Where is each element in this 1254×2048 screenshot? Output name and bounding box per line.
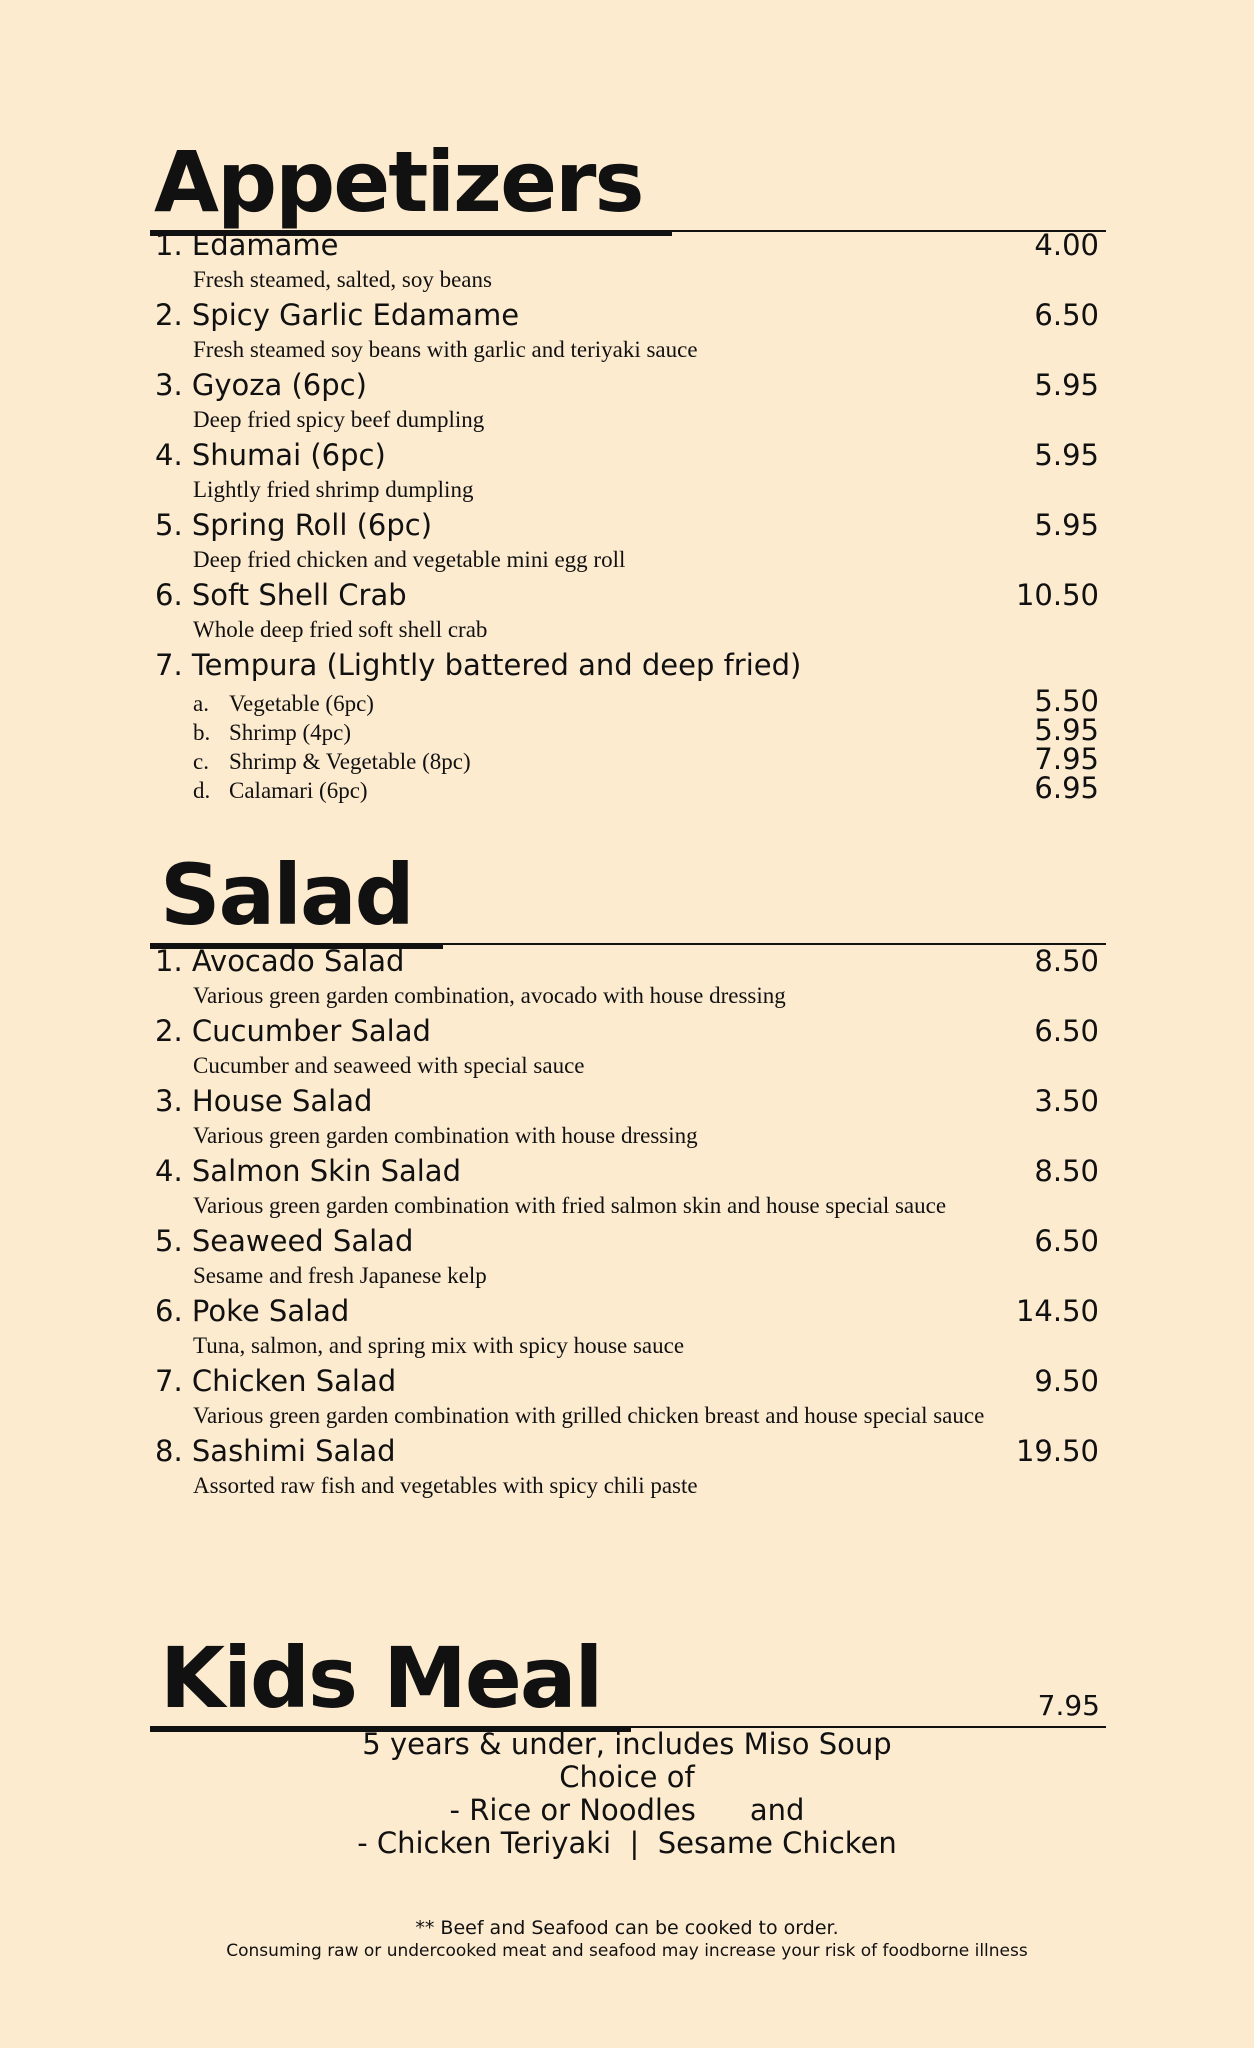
item-name: 8. Sashimi Salad xyxy=(155,1434,396,1468)
appetizers-title: Appetizers xyxy=(150,140,672,236)
item-name: 6. Poke Salad xyxy=(155,1294,350,1328)
item-name: 4. Shumai (6pc) xyxy=(155,438,386,472)
menu-item xyxy=(155,944,1101,1014)
item-description: Various green garden combination with house dressing xyxy=(193,1123,698,1148)
item-price: 10.50 xyxy=(1015,578,1099,612)
cooking-note: ** Beef and Seafood can be cooked to order. xyxy=(415,1917,839,1939)
menu-item xyxy=(155,1084,1101,1154)
item-name: 2. Cucumber Salad xyxy=(155,1014,431,1048)
kids-meal-title: Kids Meal xyxy=(150,1636,631,1732)
item-name: 7. Chicken Salad xyxy=(155,1364,397,1398)
kids-meal-line xyxy=(0,1794,1254,1827)
kids-choice-and: and xyxy=(749,1793,805,1827)
item-price: 6.50 xyxy=(1034,1014,1099,1048)
item-name: 7. Tempura (Lightly battered and deep fried) xyxy=(155,648,802,682)
menu-item xyxy=(155,508,1101,578)
appetizers-header xyxy=(150,133,1106,236)
kids-meal-line: 5 years & under, includes Miso Soup xyxy=(362,1727,892,1761)
item-price: 14.50 xyxy=(1015,1294,1099,1328)
option-label: Vegetable (6pc) xyxy=(229,691,374,716)
option-label: Shrimp & Vegetable (8pc) xyxy=(229,749,471,774)
menu-item xyxy=(155,1224,1101,1294)
menu-item xyxy=(155,368,1101,438)
item-description: Fresh steamed soy beans with garlic and teriyaki sauce xyxy=(193,337,698,362)
item-name: 4. Salmon Skin Salad xyxy=(155,1154,461,1188)
tempura-option xyxy=(193,684,1101,718)
option-price: 7.95 xyxy=(1034,742,1099,776)
item-price: 4.00 xyxy=(1034,228,1099,262)
option-price: 6.95 xyxy=(1034,771,1099,805)
item-price: 3.50 xyxy=(1034,1084,1099,1118)
menu-item xyxy=(155,1434,1101,1504)
option-letter: a. xyxy=(193,691,209,716)
kids-meal-details xyxy=(0,1728,1254,1860)
item-name: 6. Soft Shell Crab xyxy=(155,578,407,612)
item-name: 1. Avocado Salad xyxy=(155,944,405,978)
item-description: Various green garden combination with grilled chicken breast and house special sauce xyxy=(193,1403,985,1428)
kids-meal-header xyxy=(150,1629,1106,1732)
tempura-option xyxy=(193,742,1101,776)
kids-meal-line: Choice of xyxy=(559,1760,695,1794)
item-name: 5. Spring Roll (6pc) xyxy=(155,508,433,542)
kids-meal-line: - Chicken Teriyaki | Sesame Chicken xyxy=(357,1826,897,1860)
option-price: 5.50 xyxy=(1034,684,1099,718)
option-letter: b. xyxy=(193,720,211,745)
item-name: 5. Seaweed Salad xyxy=(155,1224,414,1258)
item-description: Fresh steamed, salted, soy beans xyxy=(193,267,492,292)
item-name: 3. House Salad xyxy=(155,1084,373,1118)
menu-item xyxy=(155,1364,1101,1434)
item-price: 19.50 xyxy=(1015,1434,1099,1468)
option-letter: c. xyxy=(193,749,209,774)
tempura-option xyxy=(193,771,1101,805)
kids-choice-rice: - Rice or Noodles xyxy=(449,1793,696,1827)
item-price: 5.95 xyxy=(1034,508,1099,542)
item-name: 1. Edamame xyxy=(155,228,339,262)
footer-notes xyxy=(0,1916,1254,1962)
tempura-option xyxy=(193,713,1101,747)
menu-item xyxy=(155,578,1101,648)
item-description: Deep fried chicken and vegetable mini egg roll xyxy=(193,547,626,572)
item-price: 5.95 xyxy=(1034,368,1099,402)
item-price: 8.50 xyxy=(1034,1154,1099,1188)
tempura-options xyxy=(155,684,1101,805)
item-price: 8.50 xyxy=(1034,944,1099,978)
option-price: 5.95 xyxy=(1034,713,1099,747)
item-description: Tuna, salmon, and spring mix with spicy house sauce xyxy=(193,1333,685,1358)
item-description: Assorted raw fish and vegetables with spicy chili paste xyxy=(193,1473,698,1498)
menu-item xyxy=(155,228,1101,298)
kids-meal-price: 7.95 xyxy=(1037,1689,1100,1722)
menu-item xyxy=(155,438,1101,508)
menu-item xyxy=(155,1014,1101,1084)
item-description: Whole deep fried soft shell crab xyxy=(193,617,488,642)
item-description: Cucumber and seaweed with special sauce xyxy=(193,1053,585,1078)
option-letter: d. xyxy=(193,778,211,803)
item-price: 6.50 xyxy=(1034,1224,1099,1258)
menu-item xyxy=(155,1294,1101,1364)
option-label: Calamari (6pc) xyxy=(229,778,368,803)
menu-item xyxy=(155,648,1101,805)
item-description: Various green garden combination, avocado with house dressing xyxy=(193,983,786,1008)
item-description: Deep fried spicy beef dumpling xyxy=(193,407,485,432)
item-price: 6.50 xyxy=(1034,298,1099,332)
item-name: 3. Gyoza (6pc) xyxy=(155,368,367,402)
item-name: 2. Spicy Garlic Edamame xyxy=(155,298,520,332)
item-price: 9.50 xyxy=(1034,1364,1099,1398)
item-description: Sesame and fresh Japanese kelp xyxy=(193,1263,487,1288)
item-price: 5.95 xyxy=(1034,438,1099,472)
salad-title: Salad xyxy=(150,853,443,949)
item-description: Lightly fried shrimp dumpling xyxy=(193,477,474,502)
menu-item xyxy=(155,298,1101,368)
appetizers-list xyxy=(155,228,1101,805)
item-description: Various green garden combination with fried salmon skin and house special sauce xyxy=(193,1193,947,1218)
health-warning: Consuming raw or undercooked meat and seafood may increase your risk of foodborne illness xyxy=(226,1941,1028,1961)
menu-item xyxy=(155,1154,1101,1224)
salad-header xyxy=(150,846,1106,949)
option-label: Shrimp (4pc) xyxy=(229,720,352,745)
salad-list xyxy=(155,944,1101,1504)
